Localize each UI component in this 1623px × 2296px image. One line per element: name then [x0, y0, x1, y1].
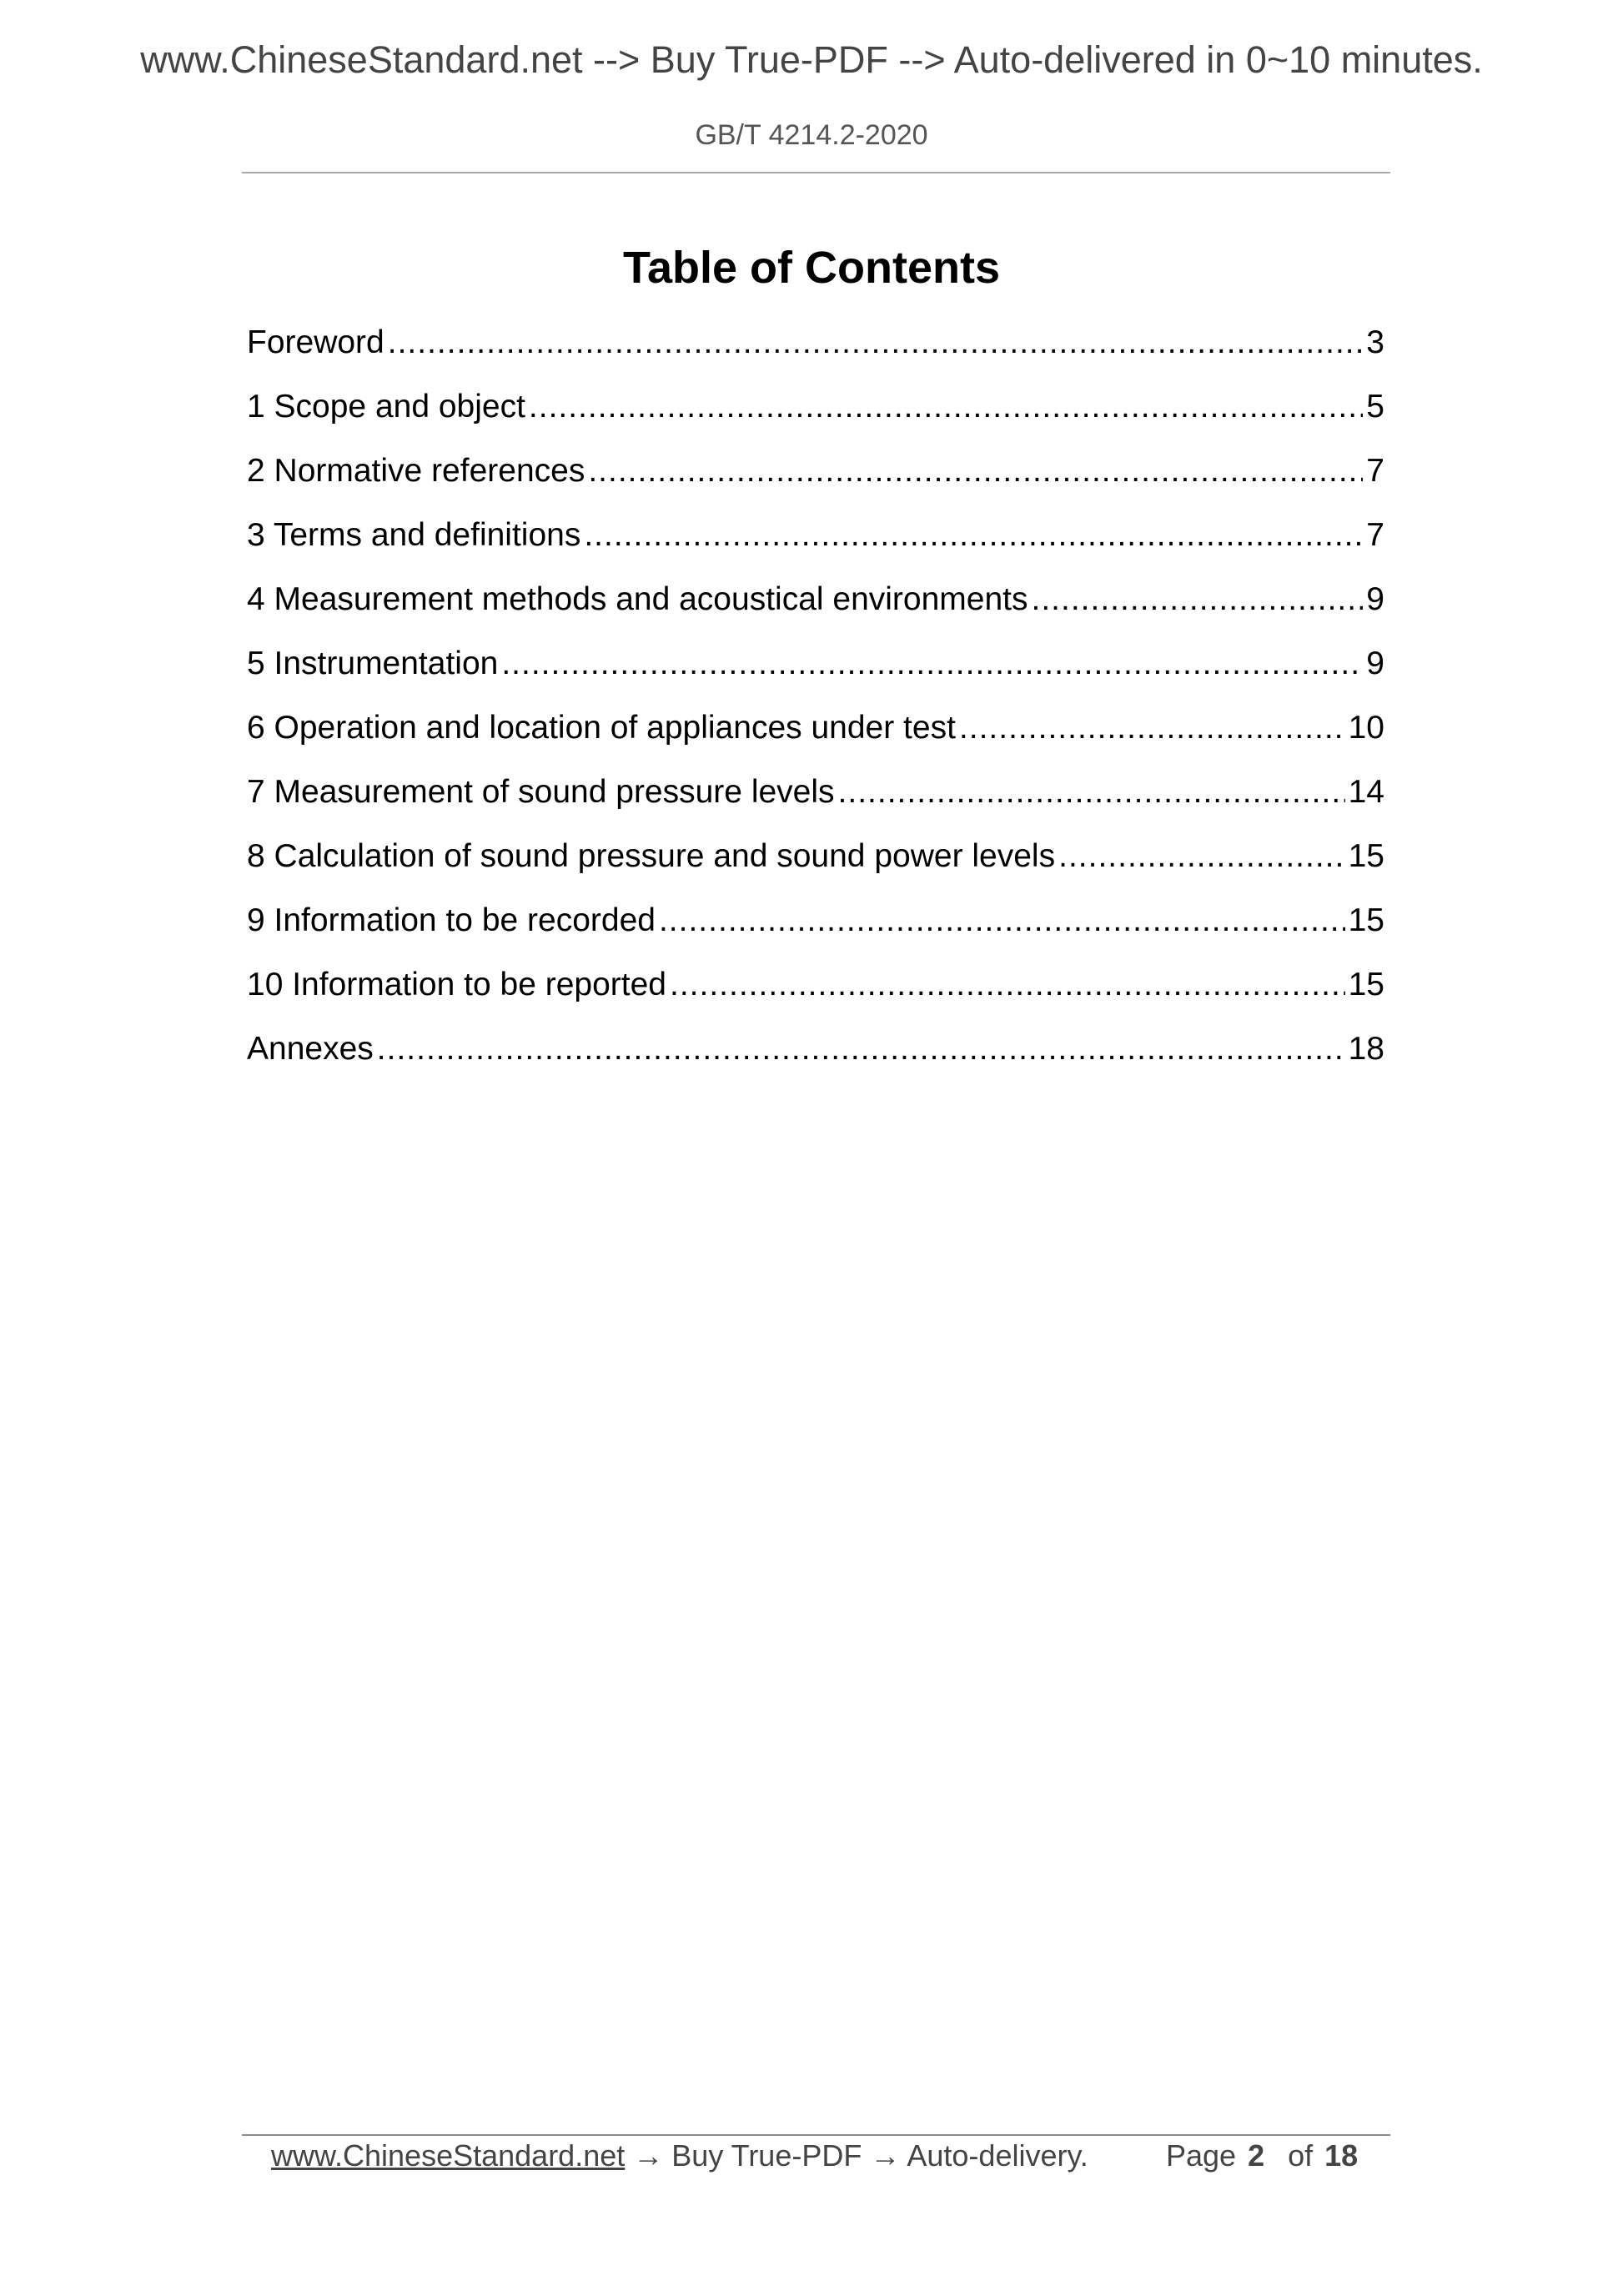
toc-entry-label: 5 Instrumentation [247, 646, 499, 681]
top-banner: www.ChineseStandard.net --> Buy True-PDF --> Auto-delivered in 0~10 minutes. [140, 38, 1483, 81]
toc-entry-page: 15 [1348, 838, 1384, 874]
footer-buy-text: Buy True-PDF [671, 2138, 862, 2173]
toc-entry-page: 7 [1366, 517, 1384, 553]
toc-entry-page: 15 [1348, 902, 1384, 938]
toc-entry[interactable] [247, 578, 1384, 642]
toc-leader-dots [529, 385, 1363, 429]
toc-entry[interactable] [247, 771, 1384, 835]
toc-entry-page: 15 [1348, 967, 1384, 1002]
toc-entry[interactable] [247, 899, 1384, 963]
toc-entry[interactable] [247, 385, 1384, 450]
toc-entry-page: 3 [1366, 324, 1384, 360]
toc-entry-page: 14 [1348, 774, 1384, 810]
toc-entry-page: 7 [1366, 453, 1384, 489]
toc-entry[interactable] [247, 963, 1384, 1027]
toc-leader-dots [838, 771, 1345, 814]
footer-site-link[interactable]: www.ChineseStandard.net [271, 2138, 626, 2173]
toc-entry-page: 18 [1348, 1031, 1384, 1067]
toc-entry-page: 9 [1366, 581, 1384, 617]
toc-entry-label: 2 Normative references [247, 453, 585, 489]
toc-leader-dots [1032, 578, 1364, 621]
toc-entry[interactable] [247, 835, 1384, 899]
toc-title: Table of Contents [623, 243, 1000, 293]
header-divider [242, 172, 1390, 173]
right-arrow-icon: → [870, 2138, 901, 2173]
toc-leader-dots [659, 899, 1345, 942]
toc-leader-dots [388, 321, 1364, 364]
document-code: GB/T 4214.2-2020 [695, 119, 928, 151]
toc-entry[interactable] [247, 450, 1384, 514]
toc-entry-label: 1 Scope and object [247, 389, 525, 425]
toc-entry[interactable] [247, 321, 1384, 385]
toc-entry-label: Foreword [247, 324, 384, 360]
toc-entry-label: 10 Information to be reported [247, 967, 666, 1002]
toc-entry[interactable] [247, 1027, 1384, 1092]
toc-entry-label: 3 Terms and definitions [247, 517, 581, 553]
total-page-count: 18 [1324, 2138, 1359, 2173]
toc-entry-label: 8 Calculation of sound pressure and sound power levels [247, 838, 1056, 874]
toc-entry-page: 5 [1366, 389, 1384, 425]
toc-entry-label: 4 Measurement methods and acoustical environments [247, 581, 1028, 617]
toc-leader-dots [501, 642, 1363, 686]
page-indicator [1166, 2135, 1358, 2177]
toc-entry-label: Annexes [247, 1031, 374, 1067]
toc-leader-dots [588, 450, 1363, 493]
toc-leader-dots [1058, 835, 1345, 878]
current-page-number: 2 [1248, 2138, 1265, 2173]
toc-leader-dots [670, 963, 1345, 1007]
toc-entry-label: 7 Measurement of sound pressure levels [247, 774, 835, 810]
toc-entry[interactable] [247, 514, 1384, 578]
page-word: Page [1166, 2138, 1237, 2173]
toc-entry[interactable] [247, 706, 1384, 771]
toc-entry-label: 9 Information to be recorded [247, 902, 656, 938]
toc-leader-dots [959, 706, 1345, 750]
toc-leader-dots [584, 514, 1363, 557]
of-word: of [1288, 2138, 1314, 2173]
toc-leader-dots [377, 1027, 1345, 1071]
toc-entry-page: 10 [1348, 710, 1384, 746]
toc-entry[interactable] [247, 642, 1384, 706]
toc-entry-page: 9 [1366, 646, 1384, 681]
footer-delivery-text: Auto-delivery. [907, 2138, 1088, 2173]
right-arrow-icon: → [633, 2138, 664, 2173]
footer-promo [271, 2135, 1088, 2177]
toc-entry-label: 6 Operation and location of appliances under test [247, 710, 956, 746]
table-of-contents [247, 321, 1384, 1092]
